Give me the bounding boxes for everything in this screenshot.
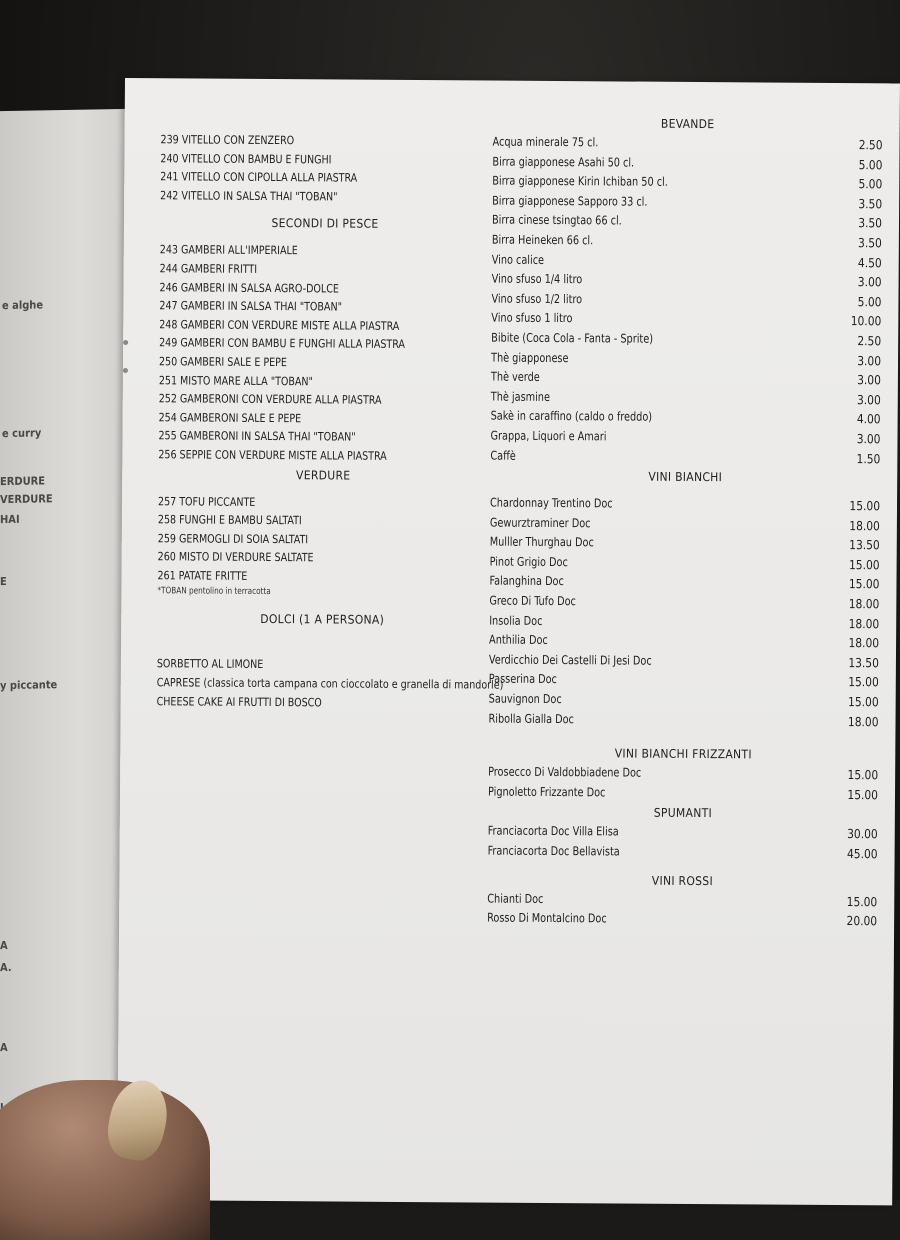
menu-row <box>488 763 878 785</box>
list-item: 241 VITELLO CON CIPOLLA ALLA PIASTRA <box>160 169 358 185</box>
item-name: Greco Di Tufo Doc <box>489 593 576 609</box>
list-item: 250 GAMBERI SALE E PEPE <box>158 354 287 370</box>
section-title-dolci: DOLCI (1 A PERSONA) <box>260 612 385 628</box>
menu-row <box>490 533 880 555</box>
item-price: 2.50 <box>857 333 882 349</box>
item-price: 3.50 <box>858 215 883 231</box>
item-name: Bibite (Coca Cola - Fanta - Sprite) <box>491 330 654 346</box>
bevande-list <box>490 133 882 469</box>
list-item: 246 GAMBERI IN SALSA AGRO-DOLCE <box>159 279 339 296</box>
left-page-fragment: y piccante <box>0 678 58 693</box>
list-item: 243 GAMBERI ALL'IMPERIALE <box>159 242 298 258</box>
list-item: 239 VITELLO CON ZENZERO <box>160 132 295 148</box>
item-price: 1.50 <box>856 450 881 466</box>
binding-ring <box>123 368 128 373</box>
list-item: 251 MISTO MARE ALLA "TOBAN" <box>158 372 313 388</box>
menu-row <box>491 329 881 351</box>
menu-row <box>488 822 878 844</box>
menu-row <box>489 631 879 653</box>
section-title-spumanti: SPUMANTI <box>653 806 713 821</box>
item-name: Vino sfuso 1 litro <box>491 310 573 326</box>
section-title-secondi-di-pesce: SECONDI DI PESCE <box>271 216 379 232</box>
menu-row <box>490 446 880 468</box>
item-price: 5.00 <box>857 293 882 310</box>
menu-row <box>491 368 881 390</box>
item-name: Grappa, Liquori e Amari <box>490 428 607 444</box>
left-page-fragment: e curry <box>2 426 42 441</box>
item-name: Sakè in caraffino (caldo o freddo) <box>490 408 653 425</box>
menu-row <box>492 152 882 174</box>
item-price: 3.50 <box>858 195 883 212</box>
item-price: 3.00 <box>857 352 882 368</box>
item-price: 13.50 <box>849 537 880 553</box>
section-title-bevande: BEVANDE <box>660 116 715 132</box>
menu-row <box>491 309 881 331</box>
menu-row <box>489 611 879 633</box>
spumanti-list <box>488 822 878 864</box>
item-name: Sauvignon Doc <box>488 691 562 707</box>
item-price: 3.50 <box>858 235 882 251</box>
item-price: 15.00 <box>848 576 880 592</box>
item-name: Vino calice <box>491 252 545 267</box>
item-name: Chianti Doc <box>487 891 544 906</box>
item-price: 18.00 <box>849 517 880 533</box>
menu-row <box>492 172 882 194</box>
left-page-fragment: A <box>0 939 8 953</box>
item-price: 4.00 <box>856 411 881 427</box>
item-name: Birra cinese tsingtao 66 cl. <box>491 212 622 228</box>
item-name: Passerina Doc <box>488 671 557 687</box>
menu-row <box>492 211 882 233</box>
menu-row <box>491 348 881 370</box>
item-price: 15.00 <box>847 786 879 803</box>
item-price: 2.50 <box>858 137 883 153</box>
item-name: Birra giapponese Asahi 50 cl. <box>492 154 635 170</box>
item-price: 5.00 <box>858 156 883 172</box>
item-price: 15.00 <box>848 556 880 573</box>
item-price: 18.00 <box>848 635 880 651</box>
item-price: 45.00 <box>846 846 878 862</box>
item-name: Gewurztraminer Doc <box>489 515 591 530</box>
list-item: 254 GAMBERONI SALE E PEPE <box>158 409 302 425</box>
item-name: Franciacorta Doc Villa Elisa <box>487 823 619 839</box>
menu-row <box>492 270 882 292</box>
list-item: 261 PATATE FRITTE <box>157 568 248 583</box>
section-title-vini-rossi: VINI ROSSI <box>651 873 714 888</box>
list-item: 252 GAMBERONI CON VERDURE ALLA PIASTRA <box>158 391 382 407</box>
item-name: Chardonnay Trentino Doc <box>489 495 613 511</box>
item-price: 3.00 <box>857 274 882 290</box>
binding-ring <box>123 340 128 345</box>
menu-row <box>488 709 878 731</box>
list-item: 259 GERMOGLI DI SOIA SALTATI <box>157 530 309 546</box>
menu-row <box>492 231 882 253</box>
list-item: CAPRESE (classica torta campana con cioccolato e granella di mandorle) <box>156 675 504 692</box>
menu-row <box>487 889 877 911</box>
menu-row <box>489 592 879 614</box>
item-price: 18.00 <box>848 596 880 612</box>
item-price: 3.00 <box>856 391 881 408</box>
toban-footnote: *TOBAN pentolino in terracotta <box>157 586 271 598</box>
right-menu-column <box>487 113 883 931</box>
item-price: 30.00 <box>847 826 878 842</box>
menu-row <box>490 426 880 448</box>
menu-page <box>117 78 900 1205</box>
left-page-fragment: A <box>0 1041 8 1055</box>
item-price: 10.00 <box>850 313 882 329</box>
item-name: Caffè <box>490 448 516 463</box>
vini-rossi-list <box>487 889 877 931</box>
menu-row <box>490 494 880 516</box>
item-name: Insolia Doc <box>489 613 543 628</box>
list-item: 248 GAMBERI CON VERDURE MISTE ALLA PIASTRA <box>159 316 400 333</box>
list-item: CHEESE CAKE AI FRUTTI DI BOSCO <box>156 693 322 710</box>
list-item: SORBETTO AL LIMONE <box>156 656 264 672</box>
left-page-fragment: e alghe <box>2 298 44 313</box>
item-price: 15.00 <box>849 498 881 514</box>
menu-row <box>492 133 882 155</box>
item-price: 4.50 <box>857 254 882 270</box>
section-title-vini-bianchi: VINI BIANCHI <box>648 469 723 485</box>
left-page-fragment: E <box>0 575 7 589</box>
menu-row <box>489 670 879 692</box>
item-price: 3.00 <box>857 372 881 388</box>
item-name: Vino sfuso 1/4 litro <box>491 271 583 287</box>
item-name: Birra giapponese Kirin Ichiban 50 cl. <box>492 173 668 189</box>
item-name: Mulller Thurghau Doc <box>489 534 594 550</box>
list-item: 242 VITELLO IN SALSA THAI "TOBAN" <box>160 188 338 204</box>
menu-row <box>491 407 881 429</box>
item-name: Acqua minerale 75 cl. <box>492 134 599 150</box>
menu-row <box>489 690 879 712</box>
menu-row <box>491 289 881 311</box>
item-name: Franciacorta Doc Bellavista <box>487 843 620 859</box>
item-price: 15.00 <box>846 893 878 909</box>
item-price: 18.00 <box>848 615 880 631</box>
menu-row <box>488 782 878 804</box>
item-name: Falanghina Doc <box>489 574 564 589</box>
left-page-fragment: HAI <box>0 512 20 527</box>
item-price: 18.00 <box>847 713 879 729</box>
item-name: Thè giapponese <box>491 350 569 365</box>
hand-thumb <box>0 1080 210 1240</box>
list-item: 260 MISTO DI VERDURE SALTATE <box>157 549 314 565</box>
menu-row <box>487 909 877 931</box>
list-item: 249 GAMBERI CON BAMBU E FUNGHI ALLA PIASTRA <box>159 335 405 352</box>
menu-row <box>492 191 882 213</box>
list-item: 240 VITELLO CON BAMBU E FUNGHI <box>160 150 332 167</box>
list-item: 258 FUNGHI E BAMBU SALTATI <box>157 512 302 528</box>
item-name: Thè verde <box>490 369 540 385</box>
item-price: 15.00 <box>847 767 879 783</box>
item-price: 15.00 <box>848 694 879 710</box>
vini-bianchi-list <box>488 494 880 732</box>
list-item: 255 GAMBERONI IN SALSA THAI "TOBAN" <box>158 428 356 444</box>
left-page-fragment: ERDURE <box>0 474 46 489</box>
menu-row <box>490 513 880 535</box>
list-item: 256 SEPPIE CON VERDURE MISTE ALLA PIASTRA <box>158 447 387 463</box>
item-price: 5.00 <box>858 176 883 192</box>
menu-row <box>491 387 881 409</box>
item-price: 15.00 <box>848 674 879 690</box>
item-price: 13.50 <box>848 654 879 671</box>
item-name: Prosecco Di Valdobbiadene Doc <box>488 764 642 780</box>
item-name: Ribolla Gialla Doc <box>488 711 574 726</box>
vini-frizzanti-list <box>488 763 878 805</box>
item-name: Thè jasmine <box>490 389 551 404</box>
section-title-vini-bianchi-frizzanti: VINI BIANCHI FRIZZANTI <box>614 746 752 762</box>
menu-row <box>488 842 878 864</box>
item-price: 3.00 <box>856 431 881 447</box>
left-page-fragment: VERDURE <box>0 492 53 507</box>
item-price: 20.00 <box>846 913 878 929</box>
menu-row <box>489 572 879 594</box>
item-name: Birra Heineken 66 cl. <box>491 232 594 248</box>
menu-row <box>490 552 880 574</box>
item-name: Birra giapponese Sapporo 33 cl. <box>492 193 648 209</box>
list-item: 257 TOFU PICCANTE <box>158 493 256 509</box>
item-name: Verdicchio Dei Castelli Di Jesi Doc <box>488 652 652 668</box>
menu-row <box>492 250 882 272</box>
item-name: Rosso Di Montalcino Doc <box>487 910 607 926</box>
list-item: 244 GAMBERI FRITTI <box>159 261 258 276</box>
item-name: Anthilia Doc <box>489 632 548 648</box>
list-item: 247 GAMBERI IN SALSA THAI "TOBAN" <box>159 298 343 314</box>
menu-row <box>489 650 879 672</box>
left-page-fragment: A. <box>0 960 12 975</box>
item-name: Pignoletto Frizzante Doc <box>487 784 606 800</box>
item-name: Vino sfuso 1/2 litro <box>491 291 583 306</box>
section-title-verdure: VERDURE <box>296 467 351 483</box>
item-name: Pinot Grigio Doc <box>489 554 568 569</box>
